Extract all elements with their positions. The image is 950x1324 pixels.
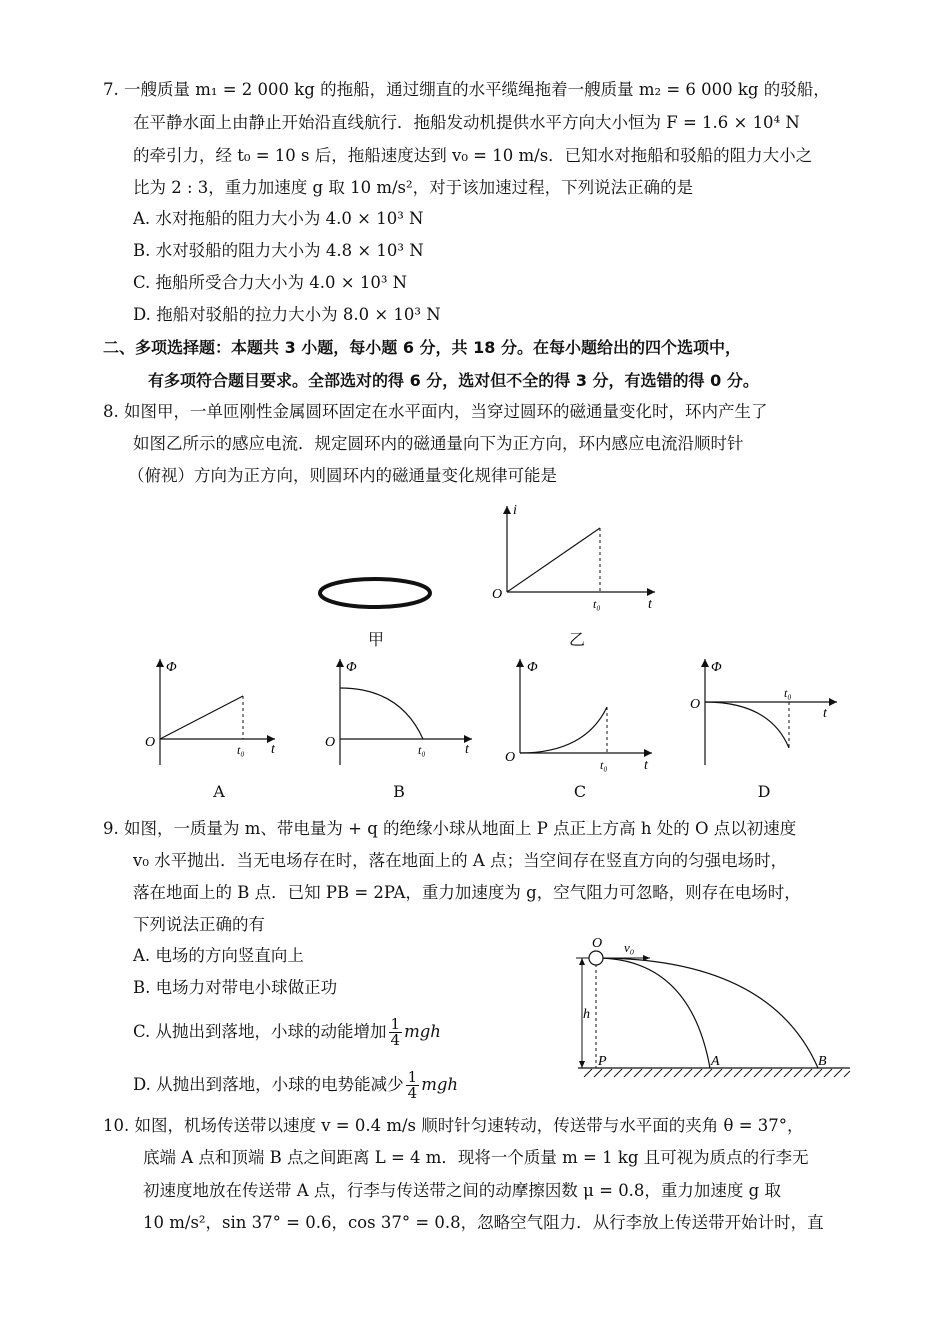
q10-stem-line-3: 初速度地放在传送带 A 点，行李与传送带之间的动摩擦因数 μ = 0.8，重力加速度 g 取: [143, 1181, 781, 1200]
x-axis-arrow: [644, 749, 652, 757]
q7-stem-line-1: 7. 一艘质量 m₁ = 2 000 kg 的拖船，通过绷直的水平缆绳拖着一艘质量 m₂ = 6 000 kg 的驳船，: [103, 80, 830, 99]
q8-caption-jia: 甲: [367, 630, 384, 649]
q8-graph-c: [500, 655, 660, 775]
q9-option-d-mgh: mgh: [421, 1075, 459, 1094]
axis-label-phi: Φ: [527, 660, 538, 675]
t0-label: t₀: [600, 758, 608, 772]
label-o: O: [592, 936, 603, 951]
y-axis-arrow: [516, 659, 524, 667]
q9-stem-line-2: v₀ 水平抛出．当无电场存在时，落在地面上的 A 点；当空间存在竖直方向的匀强电场时，: [133, 851, 788, 870]
q8-caption-b: B: [393, 782, 405, 801]
q9-option-c-mgh: mgh: [404, 1022, 441, 1041]
origin-label: O: [325, 735, 336, 750]
q8-current-graph: [480, 500, 670, 615]
q8-caption-d: D: [757, 782, 771, 801]
fraction: [389, 1017, 403, 1048]
ball: [589, 951, 603, 965]
q8-stem-line-2: 如图乙所示的感应电流．规定圆环内的磁通量向下为正方向，环内感应电流沿顺时针: [133, 434, 744, 453]
t0-label: t₀: [593, 597, 601, 611]
flux-line: [160, 696, 243, 739]
x-axis-arrow: [647, 588, 655, 596]
axis-label-t: t: [644, 758, 648, 773]
axis-label-t: t: [465, 742, 469, 757]
t0-label: t₀: [784, 686, 792, 700]
q9-option-d-text: D. 从抛出到落地，小球的电势能减少: [133, 1075, 404, 1094]
axis-label-t: t: [648, 597, 652, 612]
flux-curve: [705, 702, 789, 748]
label-p: P: [598, 1054, 607, 1069]
q10-stem-line-4: 10 m/s²，sin 37° = 0.6，cos 37° = 0.8，忽略空气阻力．从行李放上传送带开始计时，直: [143, 1213, 824, 1232]
q10-stem-line-2: 底端 A 点和顶端 B 点之间距离 L = 4 m．现将一个质量 m = 1 kg 且可视为质点的行李无: [143, 1148, 809, 1167]
q8-stem-line-1: 8. 如图甲，一单匝刚性金属圆环固定在水平面内，当穿过圆环的磁通量变化时，环内产生了: [103, 402, 768, 421]
y-axis-arrow: [336, 659, 344, 667]
label-h: h: [583, 1007, 590, 1022]
q9-option-d: [133, 1070, 458, 1101]
axis-label-t: t: [823, 706, 827, 721]
q7-stem-line-4: 比为 2 : 3，重力加速度 g 取 10 m/s²，对于该加速过程，下列说法正确的是: [133, 178, 694, 197]
height-arrow-bottom: [579, 1061, 585, 1068]
axis-label-i: i: [513, 503, 517, 518]
q7-stem-line-2: 在平静水面上由静止开始沿直线航行．拖船发动机提供水平方向大小恒为 F = 1.6 × 10⁴ N: [133, 113, 800, 132]
axis-label-phi: Φ: [711, 660, 722, 675]
q8-ring-figure: [310, 570, 440, 620]
fraction: [406, 1070, 420, 1101]
q8-caption-yi: 乙: [568, 630, 585, 649]
ground-hatch: [584, 1069, 850, 1077]
q9-stem-line-3: 落在地面上的 B 点．已知 PB = 2PA，重力加速度为 g，空气阻力可忽略，则存在电场时，: [133, 883, 801, 902]
y-axis-arrow: [156, 659, 164, 667]
label-v0: v₀: [624, 940, 635, 955]
q10-stem-line-1: 10. 如图，机场传送带以速度 v = 0.4 m/s 顺时针匀速转动，传送带与水平面的夹角 θ = 37°，: [103, 1116, 804, 1135]
q9-option-a: A. 电场的方向竖直向上: [133, 946, 304, 965]
fraction-numerator: 1: [390, 1015, 401, 1033]
axis-label-t: t: [271, 742, 275, 757]
fraction-numerator: 1: [407, 1068, 418, 1086]
axis-label-phi: Φ: [166, 660, 177, 675]
origin-label: O: [492, 587, 503, 602]
x-axis-arrow: [829, 698, 837, 706]
origin-label: O: [690, 697, 701, 712]
flux-curve: [520, 707, 607, 753]
q8-graph-a: [140, 655, 290, 770]
t0-label: t₀: [237, 743, 245, 757]
label-a: A: [711, 1054, 720, 1069]
q7-stem-line-3: 的牵引力，经 t₀ = 10 s 后，拖船速度达到 v₀ = 10 m/s．已知水对拖船和驳船的阻力大小之: [133, 146, 813, 165]
q7-option-c: C. 拖船所受合力大小为 4.0 × 10³ N: [133, 273, 408, 292]
trajectory-a: [596, 958, 710, 1068]
q7-option-a: A. 水对拖船的阻力大小为 4.0 × 10³ N: [133, 209, 424, 228]
q8-graph-b: [320, 655, 480, 770]
axis-label-phi: Φ: [346, 660, 357, 675]
height-arrow-top: [579, 958, 585, 965]
current-line: [507, 528, 600, 592]
y-axis-arrow: [503, 506, 511, 514]
y-axis-arrow: [701, 659, 709, 667]
q9-option-c: [133, 1017, 441, 1048]
q8-stem-line-3: （俯视）方向为正方向，则圆环内的磁通量变化规律可能是: [128, 466, 557, 485]
section2-heading-line-2: 有多项符合题目要求。全部选对的得 6 分，选对但不全的得 3 分，有选错的得 0 分。: [148, 371, 759, 390]
section2-heading-line-1: 二、多项选择题：本题共 3 小题，每小题 6 分，共 18 分。在每小题给出的四个选项中，: [103, 338, 741, 357]
q9-stem-line-4: 下列说法正确的有: [133, 915, 265, 934]
q9-stem-line-1: 9. 如图，一质量为 m、带电量为 + q 的绝缘小球从地面上 P 点正上方高 h 处的 O 点以初速度: [103, 819, 797, 838]
label-b: B: [818, 1054, 827, 1069]
q8-graph-d: [685, 655, 845, 770]
t0-label: t₀: [418, 743, 426, 757]
origin-label: O: [505, 750, 516, 765]
fraction-denominator: 4: [407, 1084, 418, 1102]
q9-projectile-figure: [570, 932, 855, 1082]
q9-option-c-text: C. 从抛出到落地，小球的动能增加: [133, 1022, 387, 1041]
flux-curve: [340, 688, 423, 739]
origin-label: O: [145, 735, 156, 750]
q7-option-b: B. 水对驳船的阻力大小为 4.8 × 10³ N: [133, 241, 424, 260]
q8-caption-c: C: [573, 782, 587, 801]
q9-option-b: B. 电场力对带电小球做正功: [133, 978, 338, 997]
q8-caption-a: A: [213, 782, 225, 801]
q7-option-d: D. 拖船对驳船的拉力大小为 8.0 × 10³ N: [133, 305, 441, 324]
fraction-denominator: 4: [390, 1031, 401, 1049]
